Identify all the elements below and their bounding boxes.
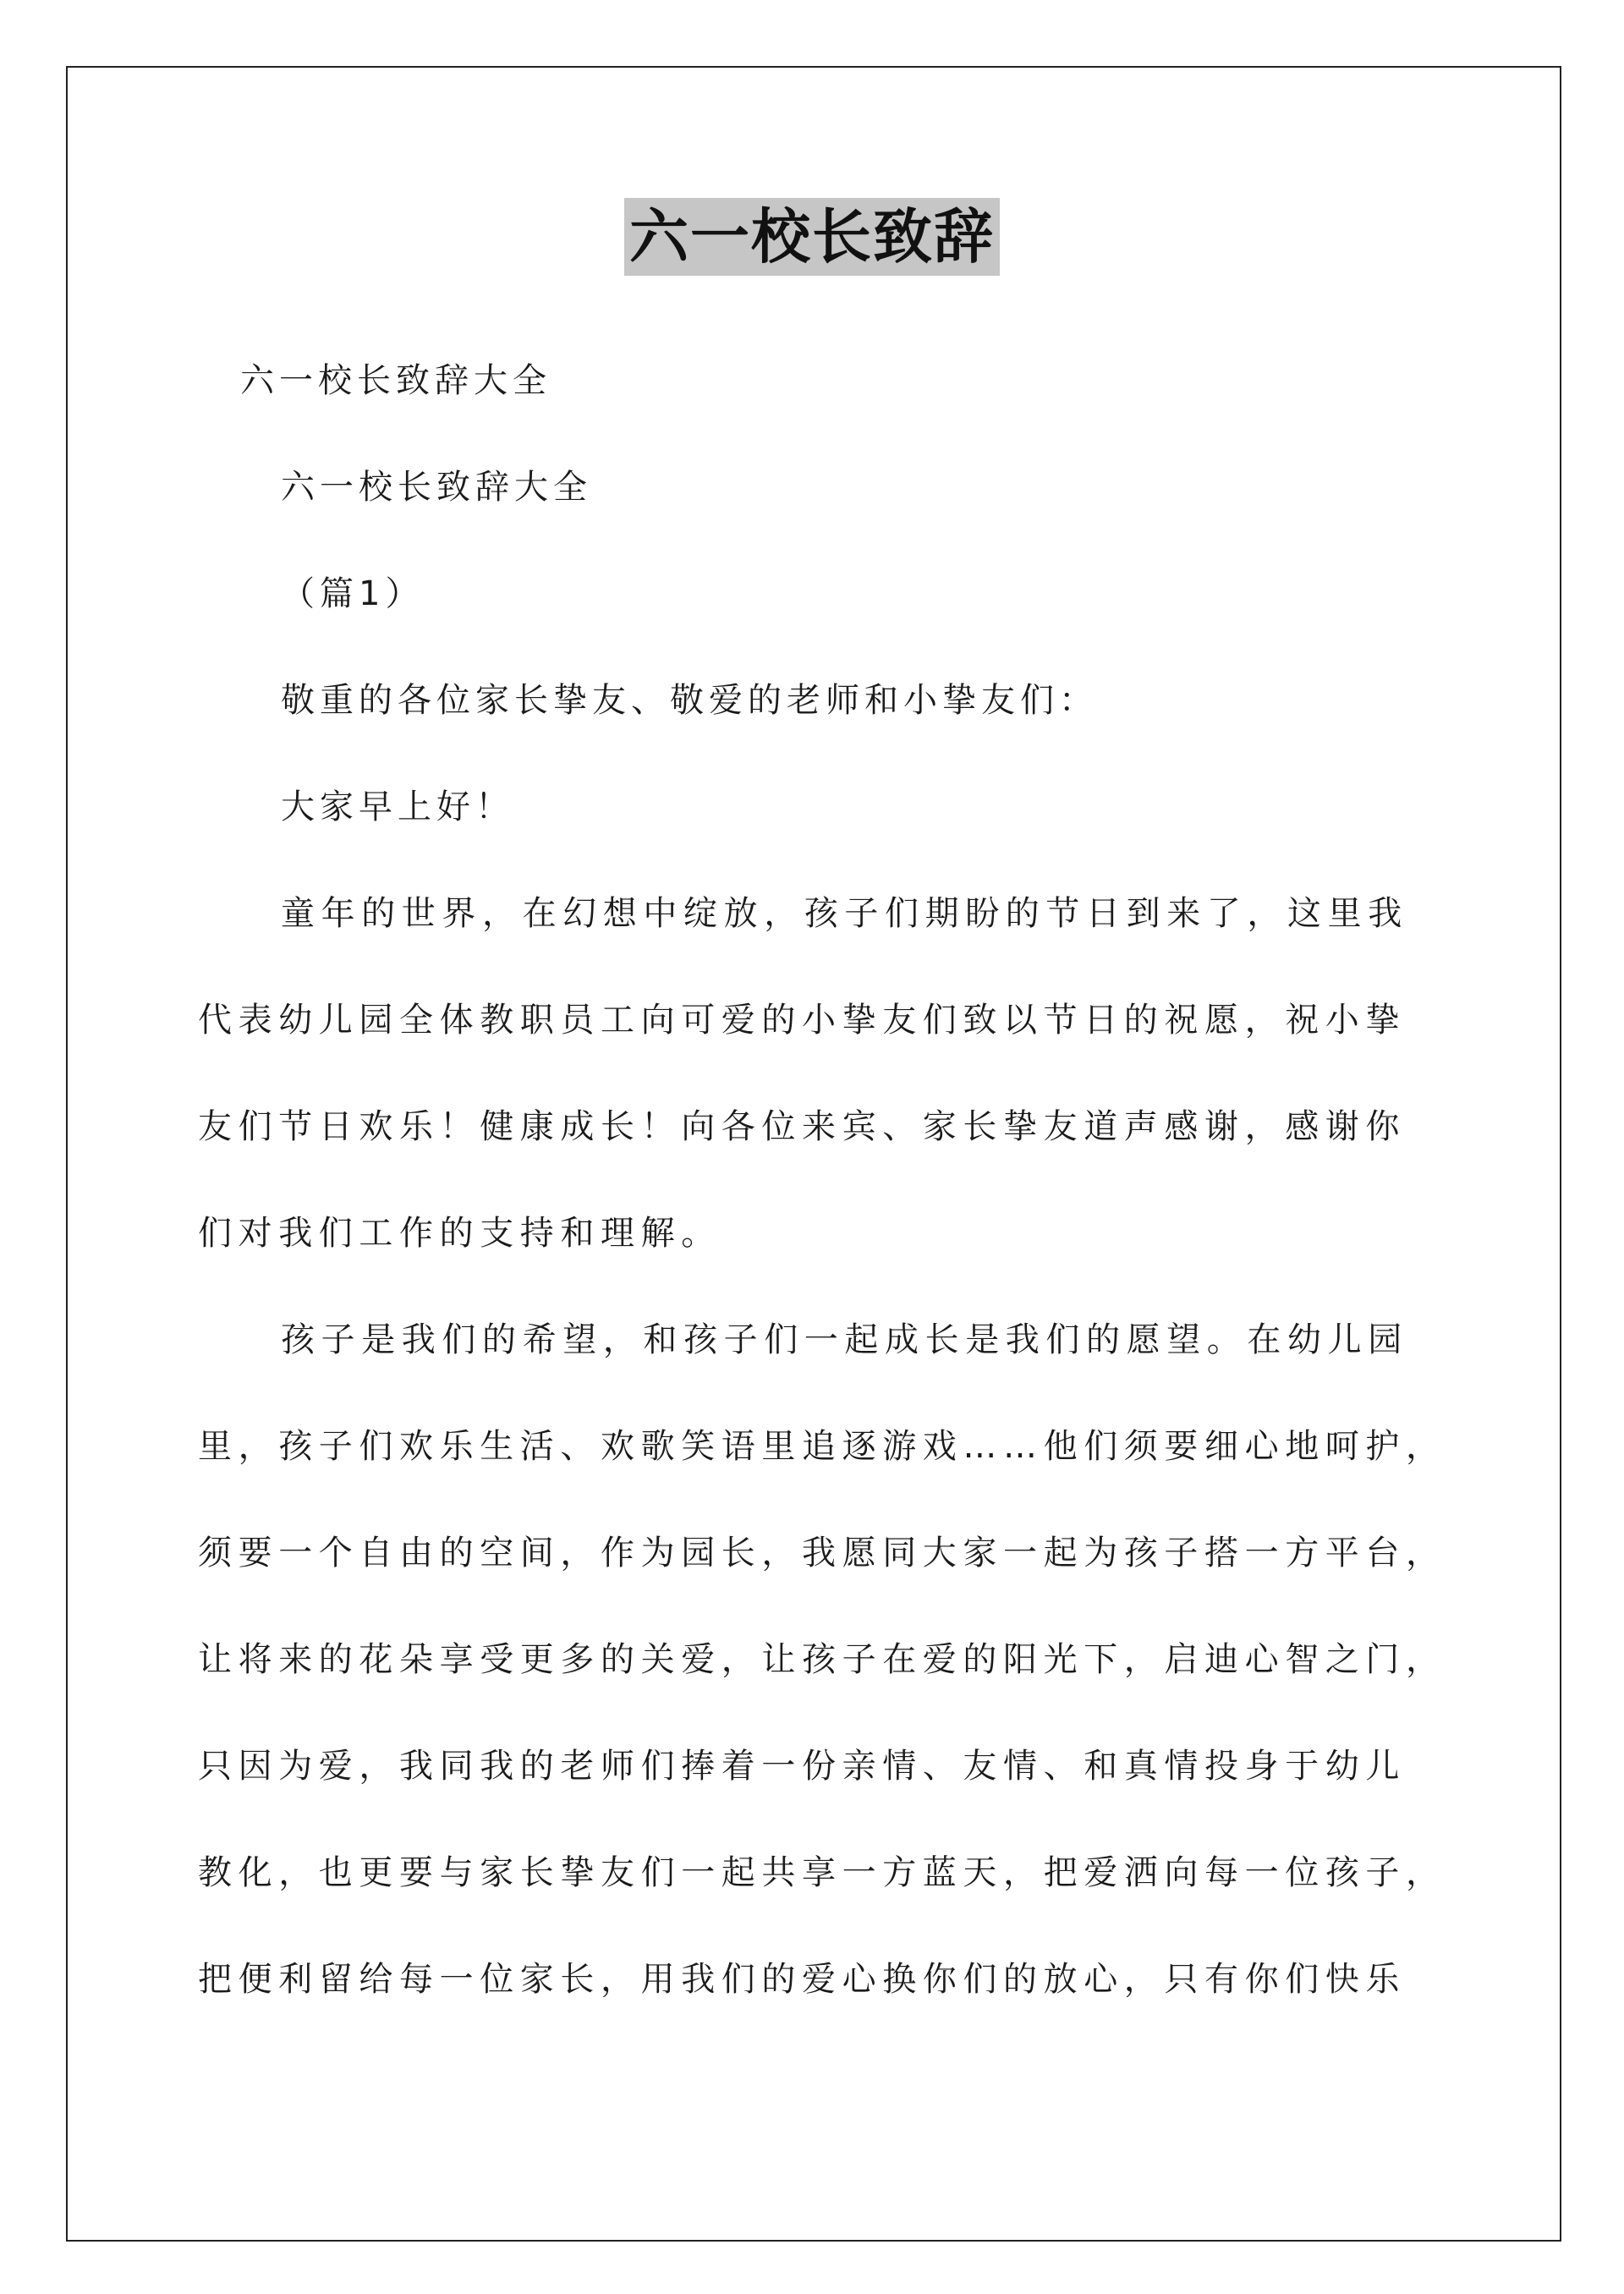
paragraph-line: 只因为爱，我同我的老师们捧着一份亲情、友情、和真情投身于幼儿 — [198, 1747, 1406, 1786]
paragraph-line: 友们节日欢乐！健康成长！向各位来宾、家长挚友道声感谢，感谢你 — [198, 1107, 1406, 1146]
document-title: 六一校长致辞 — [624, 198, 1000, 276]
paragraph-line: 教化，也更要与家长挚友们一起共享一方蓝天，把爱洒向每一位孩子， — [198, 1853, 1446, 1892]
salutation-line: 敬重的各位家长挚友、敬爱的老师和小挚友们： — [281, 681, 1098, 720]
paragraph-line: 里，孩子们欢乐生活、欢歌笑语里追逐游戏……他们须要细心地呵护， — [198, 1427, 1446, 1466]
paragraph-line: 童年的世界，在幻想中绽放，孩子们期盼的节日到来了，这里我 — [281, 894, 1408, 933]
subtitle-line: 六一校长致辞大全 — [281, 468, 592, 507]
paragraph-line: 孩子是我们的希望，和孩子们一起成长是我们的愿望。在幼儿园 — [281, 1320, 1408, 1359]
paragraph-line: 代表幼儿园全体教职员工向可爱的小挚友们致以节日的祝愿，祝小挚 — [198, 1001, 1406, 1040]
subtitle-line: 六一校长致辞大全 — [240, 361, 551, 400]
paragraph-line: 让将来的花朵享受更多的关爱，让孩子在爱的阳光下，启迪心智之门， — [198, 1640, 1446, 1679]
paragraph-line: 把便利留给每一位家长，用我们的爱心换你们的放心，只有你们快乐 — [198, 1960, 1406, 1999]
paragraph-line: 们对我们工作的支持和理解。 — [198, 1214, 721, 1253]
paragraph-line: 须要一个自由的空间，作为园长，我愿同大家一起为孩子搭一方平台， — [198, 1534, 1446, 1572]
chapter-label: （篇1） — [281, 574, 425, 613]
title-container — [0, 198, 1624, 276]
greeting-line: 大家早上好！ — [281, 788, 514, 826]
